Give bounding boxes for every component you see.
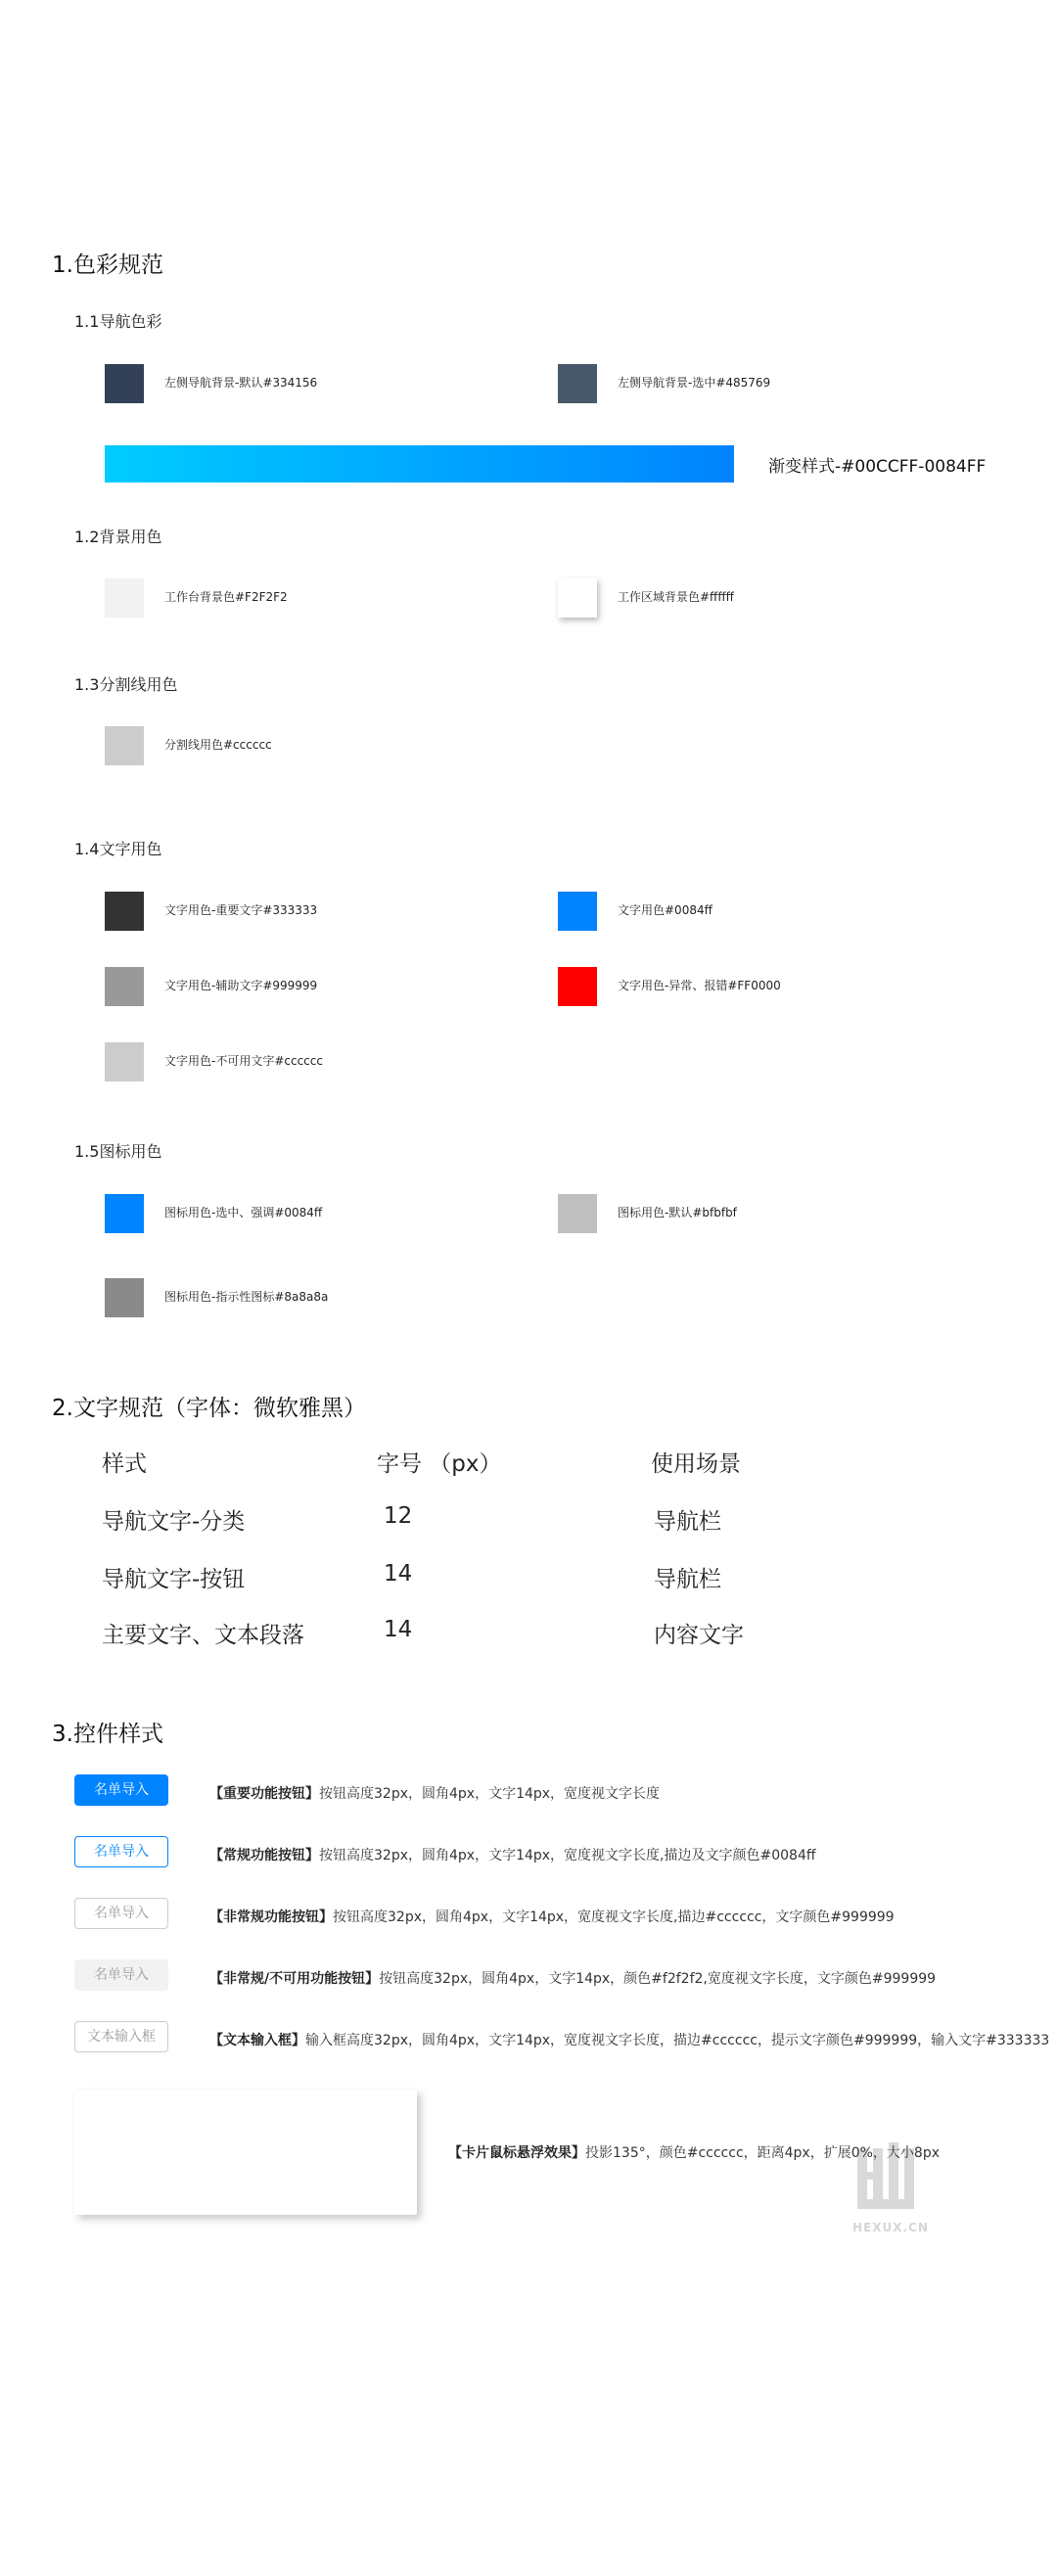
color-swatch-label: 图标用色-默认#bfbfbf <box>618 1206 737 1219</box>
table-header-style: 样式 <box>102 1451 147 1477</box>
color-swatch <box>105 967 144 1006</box>
card-description-text: 投影135°，颜色#cccccc，距离4px，扩展0%，大小8px <box>585 2145 941 2161</box>
color-swatch <box>105 1042 144 1081</box>
table-cell-usage: 内容文字 <box>654 1623 744 1648</box>
subsection-title-divider-colors: 1.3分割线用色 <box>74 675 178 694</box>
control-description <box>209 2030 1049 2049</box>
table-cell-size: 14 <box>384 1617 413 1642</box>
color-swatch <box>105 1278 144 1317</box>
table-cell-size: 14 <box>384 1561 413 1587</box>
color-swatch-label: 图标用色-选中、强调#0084ff <box>164 1206 323 1219</box>
section-title-typography: 2.文字规范（字体：微软雅黑） <box>52 1396 366 1421</box>
watermark-text: HEXUX.CN <box>852 2221 929 2234</box>
hover-card[interactable] <box>74 2090 417 2215</box>
color-swatch <box>105 578 144 618</box>
color-swatch <box>558 364 597 403</box>
color-swatch-label: 文字用色-重要文字#333333 <box>164 903 318 917</box>
minor-button[interactable]: 名单导入 <box>74 1898 168 1929</box>
subsection-title-icon-colors: 1.5图标用色 <box>74 1142 162 1161</box>
control-description-title: 【重要功能按钮】 <box>209 1786 319 1802</box>
color-swatch-label: 左侧导航背景-默认#334156 <box>164 376 318 390</box>
control-description-text: 输入框高度32px，圆角4px，文字14px，宽度视文字长度，描边#cccccc，提示文字颜色#999999，输入文字#333333 <box>305 2033 1050 2048</box>
subsection-title-background-colors: 1.2背景用色 <box>74 528 162 546</box>
normal-button[interactable]: 名单导入 <box>74 1836 168 1867</box>
table-cell-style: 导航文字-按钮 <box>102 1567 246 1592</box>
control-description-title: 【文本输入框】 <box>209 2033 305 2048</box>
control-description <box>209 1907 895 1926</box>
subsection-title-text-colors: 1.4文字用色 <box>74 840 162 858</box>
table-cell-usage: 导航栏 <box>654 1509 721 1535</box>
disabled-button: 名单导入 <box>74 1959 168 1991</box>
control-description <box>209 1783 660 1803</box>
color-swatch <box>105 726 144 765</box>
color-swatch-label: 文字用色-异常、报错#FF0000 <box>618 979 781 992</box>
watermark-logo-icon <box>851 2139 930 2217</box>
color-swatch <box>558 892 597 931</box>
control-description-text: 按钮高度32px，圆角4px，文字14px，宽度视文字长度,描边#cccccc，文字颜色#999999 <box>333 1909 895 1925</box>
control-description-title: 【非常规功能按钮】 <box>209 1909 333 1925</box>
section-title-controls: 3.控件样式 <box>52 1722 163 1747</box>
table-cell-style: 导航文字-分类 <box>102 1509 246 1535</box>
color-swatch <box>105 892 144 931</box>
color-swatch <box>558 1194 597 1233</box>
table-cell-size: 12 <box>384 1503 413 1529</box>
color-swatch-label: 工作台背景色#F2F2F2 <box>164 590 288 604</box>
color-swatch-label: 左侧导航背景-选中#485769 <box>618 376 771 390</box>
control-description-title: 【非常规/不可用功能按钮】 <box>209 1971 380 1987</box>
gradient-label: 渐变样式-#00CCFF-0084FF <box>768 457 987 477</box>
gradient-swatch <box>105 445 734 483</box>
control-description <box>209 1845 816 1864</box>
color-swatch <box>105 364 144 403</box>
table-header-usage: 使用场景 <box>651 1451 741 1477</box>
card-description-title: 【卡片鼠标悬浮效果】 <box>448 2145 585 2161</box>
color-swatch-label: 分割线用色#cccccc <box>164 738 272 752</box>
color-swatch-label: 工作区域背景色#ffffff <box>618 590 734 604</box>
section-title-colors: 1.色彩规范 <box>52 253 163 278</box>
color-swatch-label: 文字用色-不可用文字#cccccc <box>164 1054 323 1068</box>
color-swatch-label: 文字用色#0084ff <box>618 903 712 917</box>
color-swatch <box>105 1194 144 1233</box>
control-description-title: 【常规功能按钮】 <box>209 1848 319 1863</box>
control-description-text: 按钮高度32px，圆角4px，文字14px，颜色#f2f2f2,宽度视文字长度，文字颜色#999999 <box>379 1971 937 1987</box>
table-cell-style: 主要文字、文本段落 <box>102 1623 304 1648</box>
table-cell-usage: 导航栏 <box>654 1567 721 1592</box>
color-swatch-label: 图标用色-指示性图标#8a8a8a <box>164 1290 329 1304</box>
subsection-title-nav-colors: 1.1导航色彩 <box>74 312 162 331</box>
control-description <box>209 1968 936 1988</box>
table-header-size: 字号 （px） <box>377 1451 502 1477</box>
color-swatch <box>558 967 597 1006</box>
control-description-text: 按钮高度32px，圆角4px，文字14px，宽度视文字长度,描边及文字颜色#0084ff <box>319 1848 816 1863</box>
primary-button[interactable]: 名单导入 <box>74 1774 168 1806</box>
text-input[interactable]: 文本输入框 <box>74 2021 168 2052</box>
watermark-logo <box>851 2139 930 2246</box>
color-swatch-label: 文字用色-辅助文字#999999 <box>164 979 318 992</box>
color-swatch <box>558 578 597 618</box>
control-description-text: 按钮高度32px，圆角4px，文字14px，宽度视文字长度 <box>319 1786 661 1802</box>
